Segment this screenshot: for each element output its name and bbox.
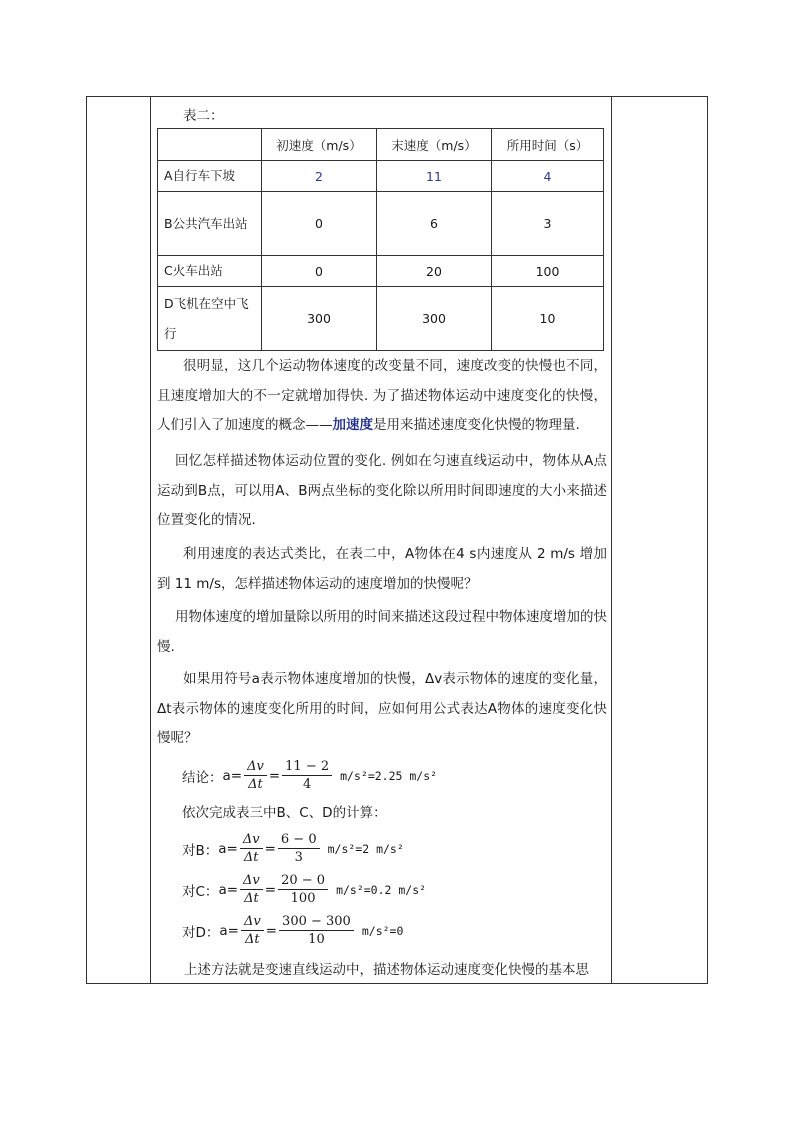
row-name: D飞机在空中飞行 <box>158 287 262 351</box>
numerator: 20 − 0 <box>278 872 328 890</box>
equals-sign: = <box>265 922 278 939</box>
paragraph-text: 是用来描述速度变化快慢的物理量. <box>373 417 580 433</box>
table-header-row <box>158 129 604 161</box>
cell-t: 10 <box>492 287 604 351</box>
numerator: 6 − 0 <box>278 831 320 849</box>
cell-t: 100 <box>492 256 604 287</box>
equals-sign: = <box>264 881 277 898</box>
denominator: 100 <box>290 891 316 906</box>
row-name: B公共汽车出站 <box>158 192 262 256</box>
formula-prefix: 结论： <box>182 769 223 786</box>
equals-sign: = <box>268 767 281 784</box>
paragraph-method: 用物体速度的增加量除以所用的时间来描述这段过程中物体速度增加的快慢. <box>157 609 607 655</box>
formula-conclusion <box>182 758 437 793</box>
formula-b <box>182 831 404 866</box>
formula-result: m/s²=0.2 m/s² <box>336 882 427 897</box>
numerator: Δv <box>240 831 263 849</box>
paragraph-recall: 回忆怎样描述物体运动位置的变化. 例如在匀速直线运动中，物体从A点运动到B点，可以用A、B两点坐标的变化除以所用时间即速度的大小来描述位置变化的情况. <box>157 453 607 528</box>
fraction-dv-dt <box>240 831 263 866</box>
term-acceleration: 加速度 <box>332 417 373 433</box>
header-cell <box>158 129 262 161</box>
formula-a: a= <box>218 840 238 857</box>
intro-bcd: 依次完成表三中B、C、D的计算： <box>182 805 387 821</box>
cell-v0: 300 <box>262 287 377 351</box>
formula-prefix: 对D： <box>182 924 220 941</box>
cell-v0: 0 <box>262 192 377 256</box>
numerator: 11 − 2 <box>282 758 332 776</box>
paragraph-analogy: 利用速度的表达式类比，在表二中，A物体在4 s内速度从 2 m/s 增加到 11 m/s，怎样描述物体运动的速度增加的快慢呢？ <box>157 546 607 592</box>
formula-d <box>182 913 403 948</box>
denominator: 10 <box>308 932 325 947</box>
denominator: Δt <box>243 850 259 865</box>
cell-t: 3 <box>492 192 604 256</box>
table-row <box>158 256 604 287</box>
formula-prefix: 对B： <box>182 842 219 859</box>
denominator: Δt <box>248 777 263 792</box>
cell-v1: 300 <box>377 287 492 351</box>
equals-sign: = <box>264 840 276 857</box>
speed-table <box>157 128 604 351</box>
formula-c <box>182 872 426 907</box>
header-cell: 所用时间（s） <box>492 129 604 161</box>
header-cell: 末速度（m/s） <box>377 129 492 161</box>
denominator: Δt <box>245 932 260 947</box>
numerator: Δv <box>241 913 264 931</box>
formula-a: a= <box>218 881 239 898</box>
column-divider-left <box>150 97 151 983</box>
paragraph-acceleration-intro <box>157 352 607 441</box>
formula-a: a= <box>222 767 243 784</box>
fraction-values <box>278 831 320 866</box>
formula-result: m/s²=2.25 m/s² <box>340 768 438 783</box>
column-divider-right <box>611 97 612 983</box>
fraction-values <box>279 913 354 948</box>
fraction-dv-dt <box>241 913 264 948</box>
fraction-values <box>282 758 332 793</box>
formula-a: a= <box>219 922 239 939</box>
paragraph-symbols: 如果用符号a表示物体速度增加的快慢，Δv表示物体的速度的变化量，Δt表示物体的速度变化所用的时间，应如何用公式表达A物体的速度变化快慢呢？ <box>157 671 607 746</box>
row-name: C火车出站 <box>158 256 262 287</box>
numerator: 300 − 300 <box>279 913 354 931</box>
denominator: Δt <box>244 891 259 906</box>
denominator: 4 <box>302 777 312 792</box>
cell-v1: 20 <box>377 256 492 287</box>
fraction-dv-dt <box>244 758 267 793</box>
numerator: Δv <box>244 758 267 776</box>
table-label: 表二： <box>183 108 224 124</box>
table-row <box>158 287 604 351</box>
cell-v0: 0 <box>262 256 377 287</box>
formula-result: m/s²=0 <box>361 923 404 938</box>
table-row <box>158 192 604 256</box>
cell-v0: 2 <box>262 161 377 192</box>
row-name: A自行车下坡 <box>158 161 262 192</box>
cell-t: 4 <box>492 161 604 192</box>
table-row <box>158 161 604 192</box>
cell-v1: 6 <box>377 192 492 256</box>
cell-v1: 11 <box>377 161 492 192</box>
paragraph-summary: 上述方法就是变速直线运动中，描述物体运动速度变化快慢的基本思 <box>184 962 589 978</box>
numerator: Δv <box>240 872 263 890</box>
fraction-values <box>278 872 328 907</box>
formula-result: m/s²=2 m/s² <box>327 841 404 856</box>
fraction-dv-dt <box>240 872 263 907</box>
paragraph-text: 很明显，这几个运动物体速度的改变量不同，速度改变的快慢也不同，且速度增加大的不一定就增加得快. 为了描述物体运动中速度变化的快慢，人们引入了加速度的概念—— <box>157 358 607 433</box>
denominator: 3 <box>294 850 303 865</box>
formula-prefix: 对C： <box>182 883 219 900</box>
header-cell: 初速度（m/s） <box>262 129 377 161</box>
